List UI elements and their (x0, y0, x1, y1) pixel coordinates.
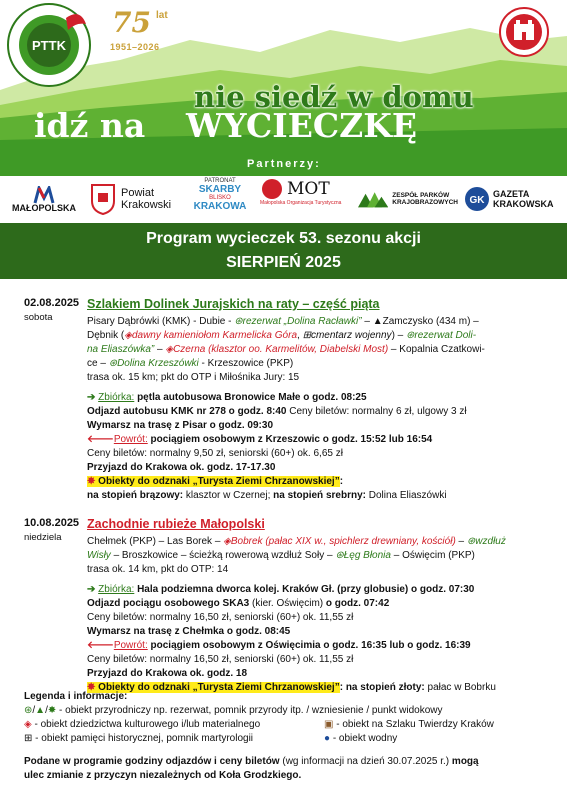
trip-prices: Ceny biletów: normalny 16,50 zł, seniorski (60+) ok. 11,55 zł (87, 654, 354, 665)
trip-start: Wymarsz na trasę z Chełmka o godz. 08:45 (87, 626, 291, 637)
banner-month: SIERPIEŃ 2025 (226, 254, 341, 271)
legend-item: ▣ - obiekt na Szlaku Twierdzy Kraków (324, 719, 494, 730)
trip-meeting: ➔ Zbiórka: pętla autobusowa Bronowice Małe o godz. 08:25 (87, 392, 367, 403)
legend-title: Legenda i informacje: (24, 691, 128, 702)
slogan-line2-start: idź na (34, 106, 146, 145)
anniversary-years: 1951–2026 (110, 42, 160, 52)
trip-badge-list: na stopień brązowy: klasztor w Czernej; na stopień srebrny: Dolina Eliaszówki (87, 490, 447, 501)
trip-date: 10.08.2025 (24, 517, 80, 529)
gk-icon (464, 186, 490, 212)
trip-distance: trasa ok. 15 km; pkt do OTP i Miłośnika Jury: 15 (87, 372, 300, 383)
heritage-icon: ◈ (24, 719, 32, 730)
arrow-left-icon: 🡐 (87, 434, 114, 445)
trip-day: niedziela (24, 532, 62, 543)
svg-text:GK: GK (469, 195, 485, 206)
pttk-logo (6, 2, 92, 88)
trip-departure: Odjazd autobusu KMK nr 278 o godz. 8:40 Ceny biletów: normalny 6 zł, ulgowy 3 zł (87, 406, 467, 417)
trip-route-line: na Eliaszówka” – ◈Czerna (klasztor oo. Karmelitów, Diabelski Most) – Kopalnia Czatkowi- (87, 344, 485, 355)
partners-row (0, 176, 567, 222)
trip-date: 02.08.2025 (24, 297, 80, 309)
arrow-right-icon: ➔ (87, 584, 96, 595)
trip-prices: Ceny biletów: normalny 9,50 zł, seniorski (60+) ok. 6,65 zł (87, 448, 343, 459)
trip-route-line: Pisary Dąbrówki (KMK) - Dubie - ⊛rezerwat „Dolina Racławki” – ▲Zamczysko (434 m) – (87, 316, 479, 327)
trip-badge-objects: ✸ Obiekty do odznaki „Turysta Ziemi Chrzanowskiej”: na stopień złoty: pałac w Bobrku (87, 682, 496, 693)
skarby-krakowa-logo: PATRONAT SKARBY BLISKO KRAKOWA (193, 178, 247, 212)
arrow-left-icon: 🡐 (87, 640, 114, 651)
trip-title: Szlakiem Dolinek Jurajskich na raty – część piąta (87, 297, 380, 311)
banner-title: Program wycieczek 53. sezonu akcji (146, 230, 421, 247)
arrow-right-icon: ➔ (87, 392, 96, 403)
viewpoint-icon: ✸ (47, 705, 57, 716)
peak-icon: ▲ (35, 705, 46, 716)
trip-badge-objects: ✸ Obiekty do odznaki „Turysta Ziemi Chrzanowskiej”: (87, 476, 344, 487)
slogan-line1: nie siedź w domu (194, 80, 474, 114)
trip-day: sobota (24, 312, 53, 323)
trip-start: Wymarsz na trasę z Pisar o godz. 09:30 (87, 420, 274, 431)
trip-route-line: ce – ⊛Dolina Krzeszówki - Krzeszowice (PKP) (87, 358, 294, 369)
slogan-line2-end: WYCIECZKĘ (186, 106, 418, 145)
partners-label: Partnerzy: (247, 158, 321, 170)
star-icon: ✸ (87, 476, 96, 487)
trip-route-line: Chełmek (PKP) – Las Borek – ◈Bobrek (pałac XIX w., spichlerz drewniany, kościół) – ⊛wzdłuż (87, 536, 506, 547)
trip-title: Zachodnie rubieże Małopolski (87, 517, 265, 531)
malopolska-icon (33, 186, 55, 204)
program-banner (0, 223, 567, 279)
water-icon: ● (324, 733, 331, 744)
trip-route-line: Wisły – Broszkowice – ścieżką rowerową wzdłuż Soły – ⊛Łęg Błonia – Oświęcim (PKP) (87, 550, 475, 561)
anniversary-suffix: lat (156, 10, 168, 21)
mot-heart-icon (260, 178, 284, 200)
trip-prices: Ceny biletów: normalny 16,50 zł, seniorski (60+) ok. 11,55 zł (87, 612, 354, 623)
trip-return: 🡐Powrót: pociągiem osobowym z Oświęcimia o godz. 16:35 lub o godz. 16:39 (87, 640, 471, 651)
gazeta-krakowska-logo: GK GAZETA KRAKOWSKA (464, 178, 564, 220)
zpk-logo: ZESPÓŁ PARKÓW KRAJOBRAZOWYCH (358, 178, 458, 220)
powiat-krakowski-logo: Powiat Krakowski (90, 178, 182, 220)
trip-arrival: Przyjazd do Krakowa ok. godz. 18 (87, 668, 248, 679)
header (0, 0, 567, 176)
legend-item: ◈ - obiekt dziedzictwa kulturowego i/lub materialnego (24, 719, 261, 730)
trip-arrival: Przyjazd do Krakowa ok. godz. 17-17.30 (87, 462, 276, 473)
trip-distance: trasa ok. 14 km, pkt do OTP: 14 (87, 564, 229, 575)
anniversary-number: 75 (112, 6, 151, 39)
trip-departure: Odjazd pociągu osobowego SKA3 (kier. Oświęcim) o godz. 07:42 (87, 598, 390, 609)
powiat-crest-icon (90, 183, 116, 215)
krakow-crest (498, 6, 550, 58)
memorial-icon: ⊞ (24, 733, 33, 744)
svg-text:PTTK: PTTK (32, 38, 66, 53)
legend-item: ⊞ - obiekt pamięci historycznej, pomnik martyrologii (24, 733, 254, 744)
trip-return: 🡐Powrót: pociągiem osobowym z Krzeszowic o godz. 15:52 lub 16:54 (87, 434, 433, 445)
fortress-icon: ▣ (324, 719, 334, 730)
malopolska-logo: MAŁOPOLSKA (4, 178, 84, 220)
footnote: Podane w programie godziny odjazdów i ceny biletów (wg informacji na dzień 30.07.2025 r.) mogą ulec zmianie z przyczyn niezależnych od Koła Grodzkiego. (24, 756, 479, 781)
star-icon: ✸ (87, 682, 96, 693)
zpk-triangles-icon (358, 186, 388, 212)
anniversary-mark (108, 8, 188, 58)
legend-item: ⊛/▲/✸ - obiekt przyrodniczy np. rezerwat, pomnik przyrody itp. / wzniesienie / punkt widokowy (24, 705, 443, 716)
trip-route-line: Dębnik (◈dawny kamieniołom Karmelicka Góra, ⊞cmentarz wojenny) – ⊛rezerwat Doli- (87, 330, 477, 341)
nature-icon: ⊛ (24, 705, 33, 716)
legend-item: ● - obiekt wodny (324, 733, 398, 744)
trip-meeting: ➔ Zbiórka: Hala podziemna dworca kolej. Kraków Gł. (przy globusie) o godz. 07:30 (87, 584, 475, 595)
mot-logo: MOT Małopolska Organizacja Turystyczna (260, 179, 342, 206)
